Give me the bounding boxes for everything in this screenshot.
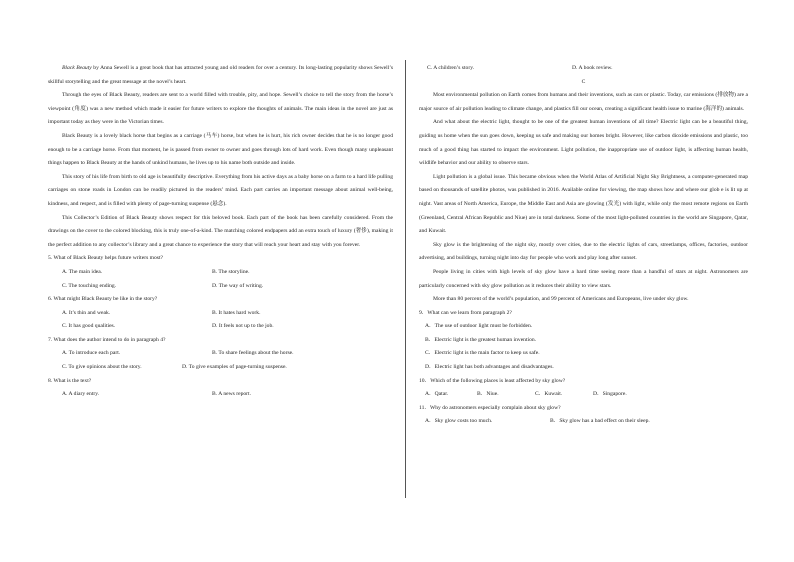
question-11-options (419, 415, 748, 429)
option: A. It’s thin and weak. (62, 309, 111, 316)
option: B．Niue. (477, 391, 499, 398)
passage-paragraph: This story of his life from birth to old age is beautifully descriptive. Everything from his active days as a baby horse on a farm to a hard life pulling carriages on stone roads in London can be readily pictured in the readers’ mind. Each part carries an important message about animal well-being, kindness, and respect, and is filled with plenty of page-turning suspense (悬念). (48, 173, 393, 207)
question-6-options (48, 307, 393, 321)
option: A. A diary entry. (62, 391, 100, 398)
option: D. To give examples of page-turning suspense. (182, 364, 287, 371)
option: B. The storyline. (212, 268, 250, 275)
passage-paragraph: And what about the electric light, thought to be one of the greatest human inventions of all time? Electric light can be a beautiful thing, guiding us home when the sun goes down, keeping us safe and making our homes bright. However, like carbon dioxide emissions and plastic, too much of a good thing has started to impact the environment. Light pollution, the inappropriate use of outdoor light, is affecting human health, wildlife behavior and our ability to observe stars. (419, 119, 748, 167)
passage-paragraph: Black Beauty by Anna Sewell is a great book that has attracted young and old readers for over a century. Its long-lasting popularity shows Sewell’s skillful storytelling and the great message at the novel’s heart. (48, 65, 394, 85)
passage-paragraph: Light pollution is a global issue. This became obvious when the World Atlas of Artificial Night Sky Brightness, a computer-generated map based on thousands of satellite photos, was published in 2016. Available online for viewing, the map shows how and where our glob e is lit up at night. Vast areas of North America, Europe, the Middle East and Asia are glowing (发光) with light, while only the most remote regions on Earth (Greenland, Central African Republic and Niue) are in total darkness. Some of the most light-polluted countries in the world are Singapore, Qatar, and Kuwait. (419, 173, 748, 235)
option: A. The main idea. (62, 268, 103, 275)
passage-paragraph: More than 80 percent of the world’s population, and 99 percent of Americans and Europeans, live under sky glow. (433, 296, 689, 303)
passage-paragraph: People living in cities with high levels of sky glow have a hard time seeing more than a handful of stars at night. Astronomers are particularly concerned with sky glow pollution as it reduces their ability to view stars. (419, 268, 748, 289)
passage-paragraph: Sky glow is the brightening of the night sky, mostly over cities, due to the electric lights of cars, streetlamps, offices, factories, outdoor advertising, and buildings, turning night into day for people who work and play long after sunset. (419, 241, 748, 262)
option: D．Electric light has both advantages and disadvantages. (425, 364, 554, 371)
option: B. To share feelings about the horse. (212, 350, 294, 357)
option: D. A book review. (572, 65, 613, 71)
option: D．Singapore. (593, 391, 627, 398)
question-8-options (48, 388, 393, 402)
option: C．Electric light is the main factor to keep us safe. (425, 350, 540, 357)
option: C. To give opinions about the story. (62, 364, 142, 371)
passage-paragraph: Most environmental pollution on Earth comes from humans and their inventions, such as cars or plastic. Today, car emissions (排放物) are a major source of air pollution leading to climate change, and plastics fill our ocean, creating a significant health issue to marine (海洋的) animals. (419, 92, 748, 112)
question-6-options (48, 320, 393, 334)
question-10: 10．Which of the following places is least affected by sky glow? (419, 377, 566, 384)
option: A. To introduce each part. (62, 350, 121, 357)
option: A．Qatar. (425, 391, 449, 398)
column-divider (405, 60, 406, 498)
passage-paragraph: This Collector’s Edition of Black Beauty shows respect for this beloved book. Each part of the book has been carefully considered. From the drawings on the cover to the colored blocking, this is truly one-of-a-kind. The matching colored endpapers add an extra touch of luxury (奢侈), making it the perfect addition to any collector’s library and a great chance to experience the story that will reach your heart and stay with you forever. (48, 214, 393, 248)
option: D. It feels not up to the job. (212, 323, 274, 330)
question-8: 8. What is the text? (48, 377, 92, 384)
section-letter: C (581, 78, 586, 85)
option: B．Electric light is the greatest human invention. (425, 336, 537, 343)
question-7-options (48, 361, 393, 375)
option: A．The use of outdoor light must be forbidden. (425, 323, 533, 330)
option: A．Sky glow costs too much. (425, 418, 493, 425)
left-column (48, 62, 393, 402)
question-11: 11．Why do astronomers especially complain about sky glow? (419, 404, 561, 411)
option: C. A children’s story. (427, 65, 475, 71)
question-5: 5. What of Black Beauty helps future writers most? (48, 255, 164, 262)
question-10-options (419, 388, 748, 402)
passage-paragraph: Black Beauty is a lovely black horse that begins as a carriage (马车) horse, but when he is hurt, his rich owner decides that he is no longer good enough to be a carriage horse. From that moment, he is passed from owner to owner and goes through lots of hard work. Even though many unpleasant things happen to Black Beauty at the hands of unkind humans, he lives up to his name both outside and inside. (48, 132, 393, 167)
option: D. The way of writing. (212, 282, 264, 289)
option: B．Sky glow has a bad effect on their sleep. (550, 418, 650, 425)
question-5-options (48, 280, 393, 294)
option: C. The touching ending. (62, 282, 117, 289)
option: C. It has good qualities. (62, 323, 116, 330)
option: B. A news report. (212, 391, 251, 398)
question-7-options (48, 347, 393, 361)
question-6: 6. What might Black Beauty be like in the story? (48, 296, 158, 303)
right-column (419, 62, 748, 429)
option: B. It hates hard work. (212, 309, 261, 316)
option: C．Kuwait. (535, 391, 563, 398)
question-9: 9．What can we learn from paragraph 2? (419, 309, 512, 316)
question-5-options (48, 266, 393, 280)
question-8-options-cont (419, 62, 748, 76)
passage-paragraph: Through the eyes of Black Beauty, readers are sent to a world filled with trouble, pity, and hope. Sewell’s choice to tell the story from the horse’s viewpoint (角度) was a new method which made it easier for future writers to explore the thoughts of animals. The main ideas in the novel are just as important today as they were in the Victorian times. (48, 92, 393, 126)
question-7: 7. What does the author intend to do in paragraph 4? (48, 336, 166, 343)
